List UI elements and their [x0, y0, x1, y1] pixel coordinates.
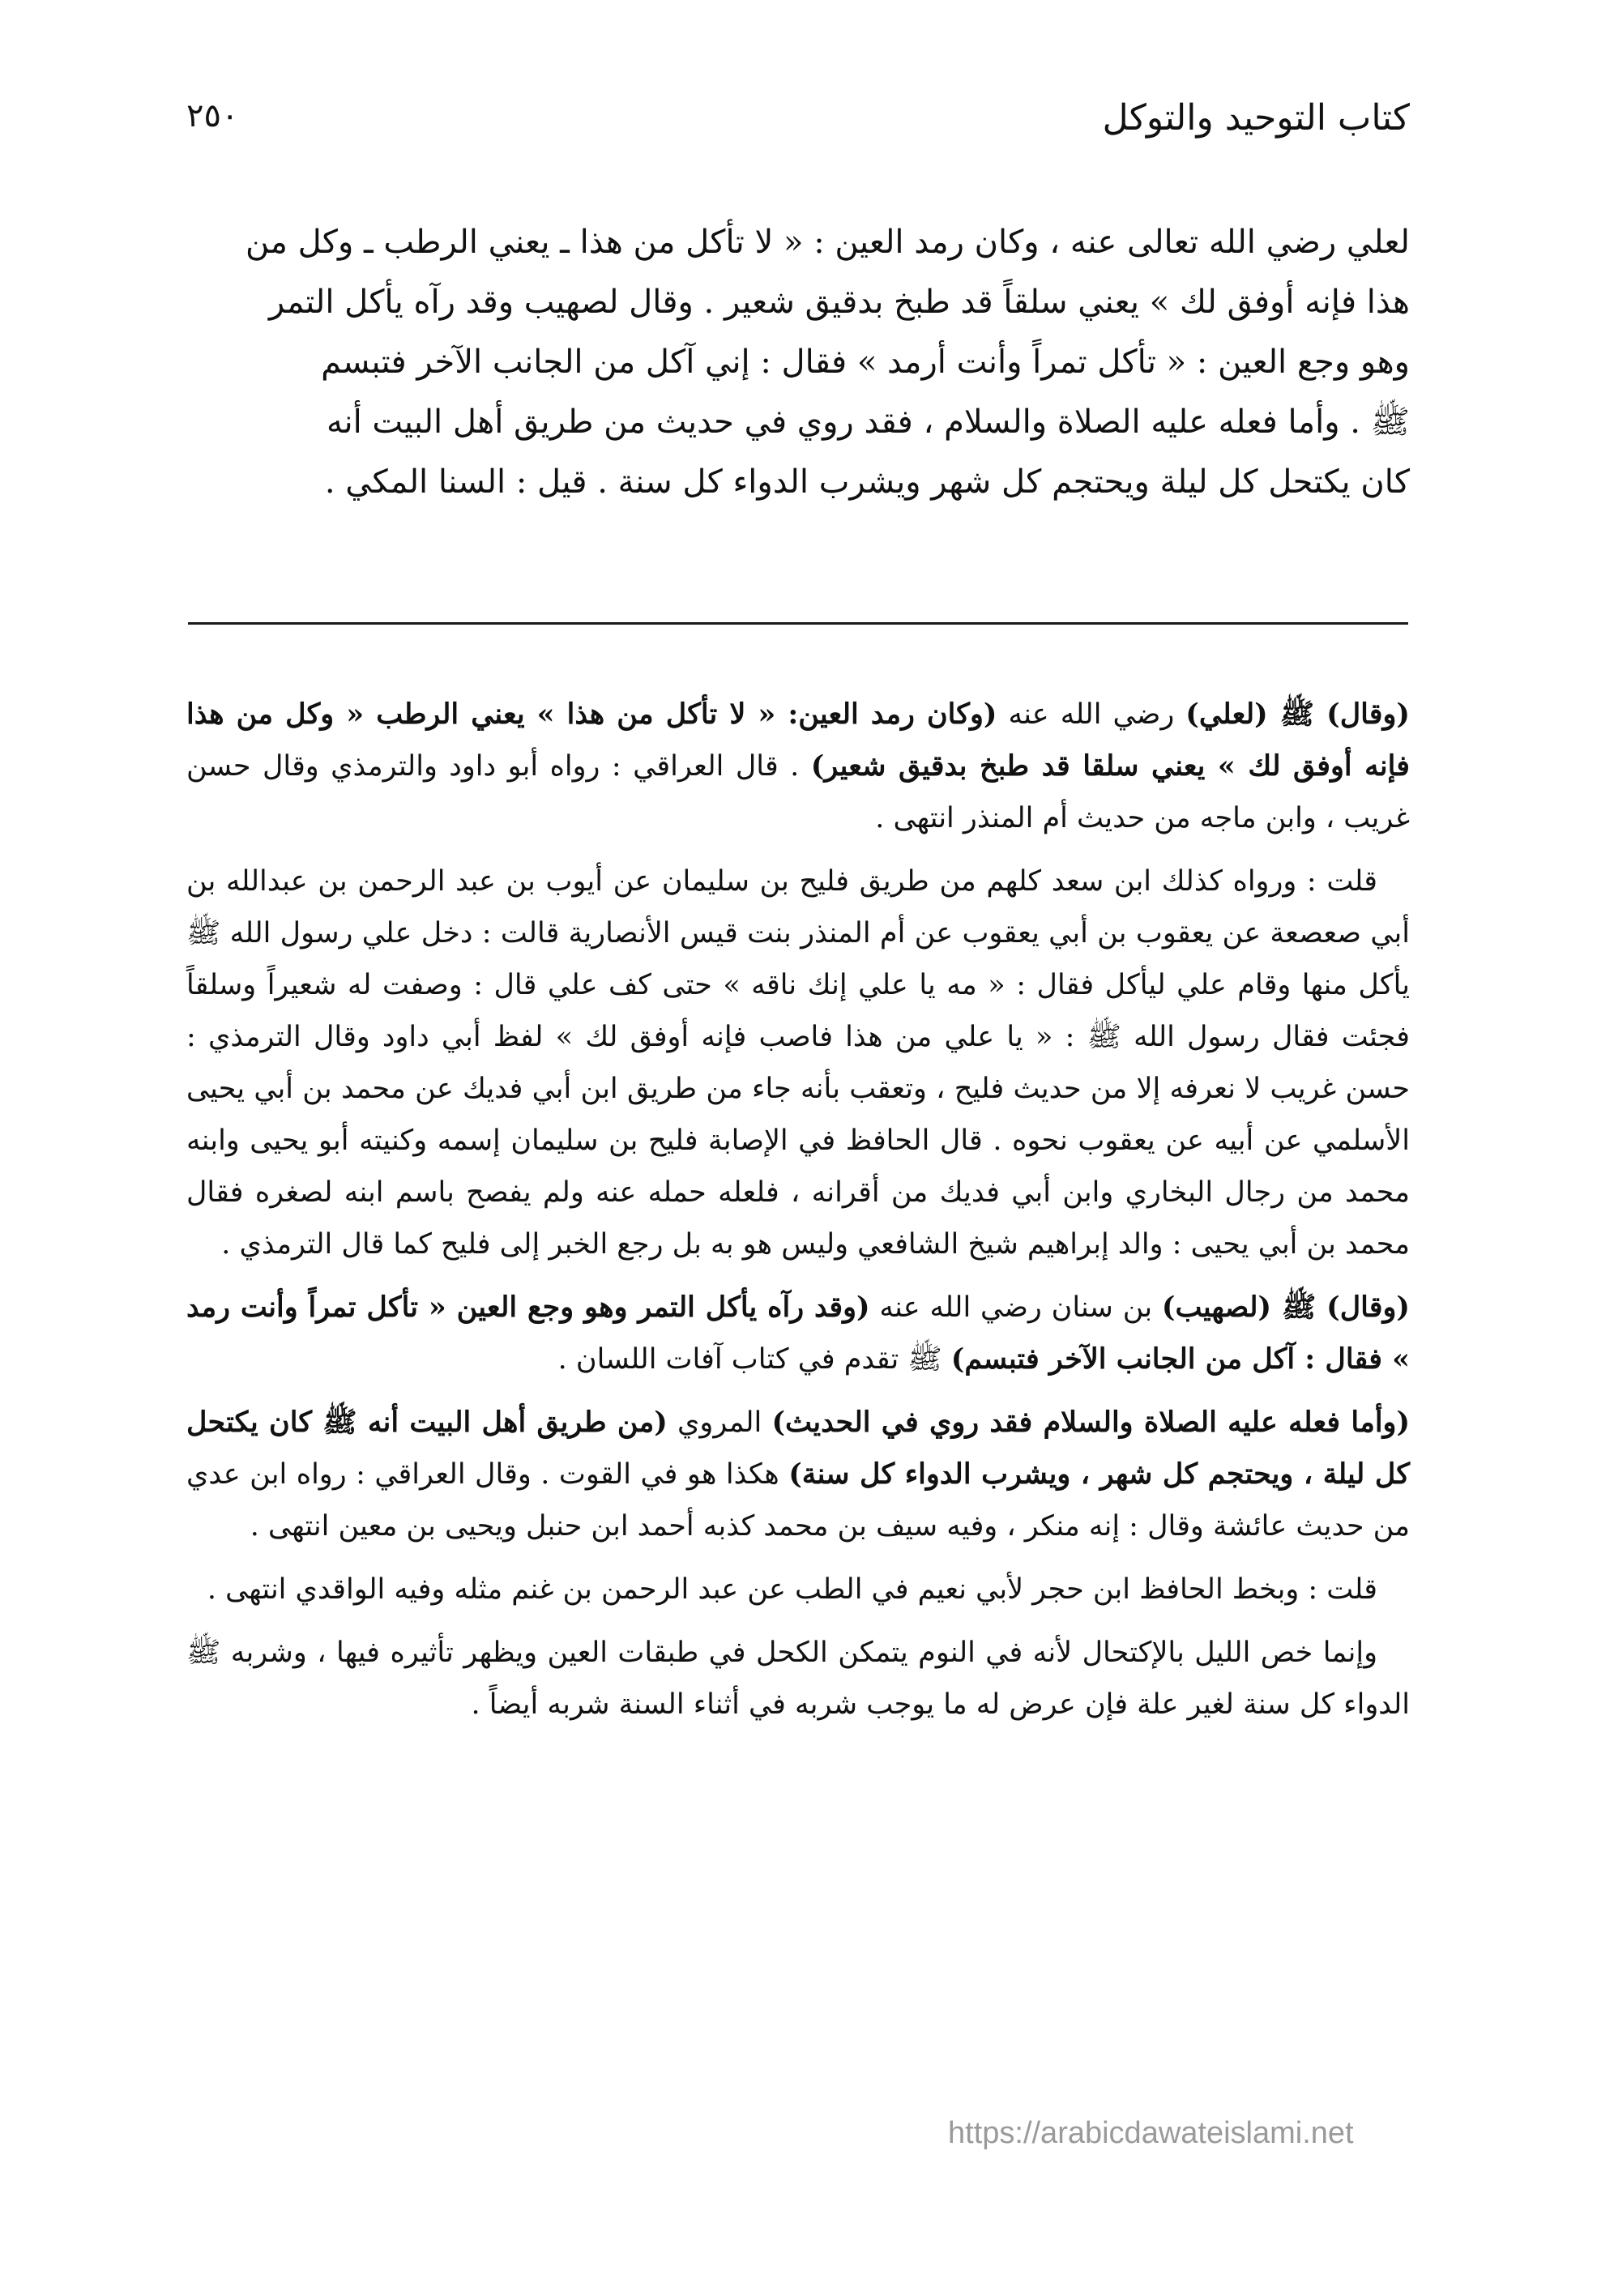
main-text-line: كان يكتحل كل ليلة ويحتجم كل شهر ويشرب الدواء كل سنة . قيل : السنا المكي . — [324, 463, 1410, 501]
quoted-lemma: (وقال) ﷺ (لصهيب) — [1161, 1291, 1410, 1324]
main-text-line: لعلي رضي الله تعالى عنه ، وكان رمد العين : « لا تأكل من هذا ـ يعني الرطب ـ وكل من — [246, 224, 1410, 261]
watermark-url: https://arabicdawateislami.net — [948, 2116, 1354, 2150]
commentary-paragraph — [186, 689, 1410, 844]
page-header — [186, 97, 1410, 162]
commentary-text: ﷺ تقدم في كتاب آفات اللسان . — [557, 1343, 951, 1376]
main-text-line: ﷺ . وأما فعله عليه الصلاة والسلام ، فقد روي في حديث من طريق أهل البيت أنه — [327, 403, 1410, 441]
commentary-paragraph: قلت : ورواه كذلك ابن سعد كلهم من طريق فليح بن سليمان عن أيوب بن عبد الرحمن بن عبدالله بن أبي صعصعة عن يعقوب بن أبي يعقوب عن أم المنذر بنت قيس الأنصارية قالت : دخل علي رسول الله ﷺ يأكل منها وقام علي ليأكل فقال : « مه يا علي إنك ناقه » حتى كف علي قال : وصفت له شعيراً وسلقاً فجئت فقال رسول الله ﷺ : « يا علي من هذا فاصب فإنه أوفق لك » لفظ أبي داود وقال الترمذي : حسن غريب لا نعرفه إلا من حديث فليح ، وتعقب بأنه جاء من طريق ابن أبي فديك عن محمد بن أبي يحيى الأسلمي عن أبيه عن يعقوب نحوه . قال الحافظ في الإصابة فليح بن سليمان إسمه وكنيته أبو يحيى وابنه محمد من رجال البخاري وابن أبي فديك من أقرانه ، فلعله حمله عنه ولم يفصح باسم ابنه لصغره فقال محمد بن أبي يحيى : والد إبراهيم شيخ الشافعي وليس هو به بل رجع الخبر إلى فليح كما قال الترمذي . — [186, 865, 1410, 1261]
commentary-text: بن سنان رضي الله عنه — [869, 1291, 1162, 1324]
commentary-paragraph — [186, 1282, 1410, 1385]
quoted-lemma: (وقد رآه يأكل التمر وهو وجع العين « تأكل تمراً وأنت رمد » فقال : آكل من الجانب الآخر فتبسم) — [186, 1291, 1410, 1376]
quoted-lemma: (وكان رمد العين: « لا تأكل من هذا » يعني الرطب « وكل من هذا فإنه أوفق لك » يعني سلقا قد طبخ بدقيق شعير) — [186, 698, 1410, 783]
quoted-lemma: (وأما فعله عليه الصلاة والسلام فقد روي في الحديث) — [771, 1406, 1410, 1439]
main-text — [186, 212, 1410, 512]
commentary-paragraph: قلت : وبخط الحافظ ابن حجر لأبي نعيم في الطب عن عبد الرحمن بن غنم مثله وفيه الواقدي انتهى . — [207, 1573, 1377, 1606]
commentary-text: رضي الله عنه — [997, 698, 1186, 731]
page-number: ٢٥٠ — [186, 97, 239, 134]
quoted-lemma: (وقال) ﷺ (لعلي) — [1185, 698, 1410, 731]
commentary-paragraph: وإنما خص الليل بالإكتحال لأنه في النوم يتمكن الكحل في طبقات العين ويظهر تأثيره فيها ، وشربه ﷺ الدواء كل سنة لغير علة فإن عرض له ما يوجب شربه في أثناء السنة شربه أيضاً . — [186, 1637, 1410, 1721]
commentary-text: هكذا هو في القوت . وقال العراقي : رواه ابن عدي من حديث عائشة وقال : إنه منكر ، وفيه سيف بن محمد كذبه أحمد ابن حنبل ويحيى بن معين انتهى . — [186, 1458, 1410, 1543]
quoted-lemma: (من طريق أهل البيت أنه ﷺ كان يكتحل كل ليلة ، ويحتجم كل شهر ، ويشرب الدواء كل سنة) — [186, 1406, 1410, 1491]
main-text-line: هذا فإنه أوفق لك » يعني سلقاً قد طبخ بدقيق شعير . وقال لصهيب وقد رآه يأكل التمر — [268, 284, 1410, 321]
commentary — [186, 689, 1410, 1742]
commentary-text: . قال العراقي : رواه أبو داود والترمذي وقال حسن غريب ، وابن ماجه من حديث أم المنذر انتهى . — [186, 750, 1410, 834]
book-title: كتاب التوحيد والتوكل — [1102, 97, 1410, 139]
commentary-paragraph — [186, 1397, 1410, 1552]
main-text-line: وهو وجع العين : « تأكل تمراً وأنت أرمد » فقال : إني آكل من الجانب الآخر فتبسم — [321, 344, 1410, 381]
separator-rule — [188, 622, 1408, 625]
commentary-text: المروي — [667, 1406, 772, 1439]
